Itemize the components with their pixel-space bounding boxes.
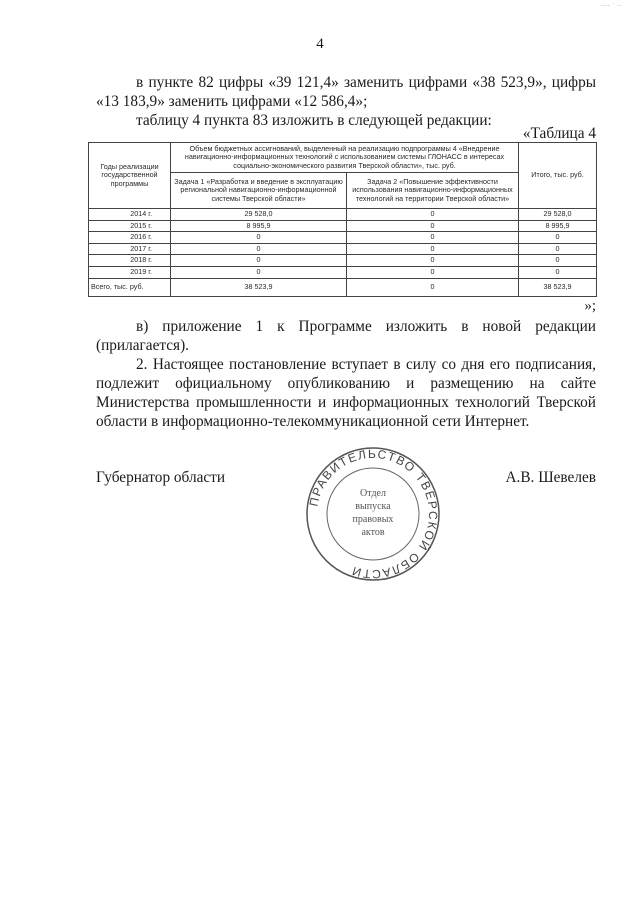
row-total: 8 995,9 <box>519 220 597 232</box>
row-total: 0 <box>519 255 597 267</box>
row-year: 2019 г. <box>89 266 171 278</box>
row-total: 29 528,0 <box>519 209 597 221</box>
row-year: 2014 г. <box>89 209 171 221</box>
row-task1: 0 <box>171 232 347 244</box>
table-caption: «Таблица 4 <box>522 125 596 142</box>
corner-mark: ...... · ... <box>600 0 622 8</box>
header-years: Годы реализации государственной программы <box>89 143 171 209</box>
effect-paragraph-line3: Министерства промышленности и информационных технологий Тверской <box>96 394 596 411</box>
header-task1: Задача 1 «Разработка и введение в эксплуатацию региональной навигационно-информационной системы Тверской области» <box>171 173 347 209</box>
signature-name: А.В. Шевелев <box>505 469 596 486</box>
amendment-paragraph-1: в пункте 82 цифры «39 121,4» заменить цифрами «38 523,9», цифры <box>136 74 596 91</box>
row-task2: 0 <box>347 220 519 232</box>
page-number: 4 <box>316 36 324 52</box>
table-row <box>89 243 597 255</box>
effect-paragraph-line2: подлежит официальному опубликованию и размещению на сайте <box>96 375 596 392</box>
signature-title: Губернатор области <box>96 469 226 486</box>
header-total: Итого, тыс. руб. <box>519 143 597 209</box>
row-task2: 0 <box>347 255 519 267</box>
table-row <box>89 209 597 221</box>
row-total: 0 <box>519 232 597 244</box>
row-task1: 29 528,0 <box>171 209 347 221</box>
table-row <box>89 232 597 244</box>
amendment-paragraph-2: таблицу 4 пункта 83 изложить в следующей редакции: <box>136 112 492 129</box>
row-task1: 0 <box>171 266 347 278</box>
row-task2: 0 <box>347 266 519 278</box>
row-total: 0 <box>519 266 597 278</box>
row-year: 2017 г. <box>89 243 171 255</box>
stamp-line1: Отдел <box>360 488 386 499</box>
table-row <box>89 266 597 278</box>
row-task2: 0 <box>347 243 519 255</box>
row-task1: 0 <box>171 255 347 267</box>
total-label: Всего, тыс. руб. <box>89 278 171 296</box>
table-total-row <box>89 278 597 296</box>
row-task2: 0 <box>347 232 519 244</box>
stamp-line4: актов <box>361 527 385 538</box>
row-total: 0 <box>519 243 597 255</box>
row-year: 2016 г. <box>89 232 171 244</box>
row-task1: 0 <box>171 243 347 255</box>
header-main: Объем бюджетных ассигнований, выделенный на реализацию подпрограммы 4 «Внедрение навигационно-информационных технологий с использованием системы ГЛОНАСС в интересах социально-экономического развития Тверской области», тыс. руб. <box>171 143 519 173</box>
table-row <box>89 220 597 232</box>
total-sum: 38 523,9 <box>519 278 597 296</box>
row-task1: 8 995,9 <box>171 220 347 232</box>
quote-end: »; <box>584 298 596 314</box>
header-task2: Задача 2 «Повышение эффективности использования навигационно-информационных технологий на территории Тверской области» <box>347 173 519 209</box>
amendment-paragraph-3: в) приложение 1 к Программе изложить в новой редакции <box>136 318 596 335</box>
effect-paragraph-line1: 2. Настоящее постановление вступает в силу со дня его подписания, <box>136 356 596 373</box>
amendment-paragraph-3-cont: (прилагается). <box>96 337 190 354</box>
row-year: 2018 г. <box>89 255 171 267</box>
effect-paragraph-line4: области в информационно-телекоммуникационной сети Интернет. <box>96 413 530 430</box>
official-stamp <box>299 446 447 582</box>
amendment-paragraph-1-cont: «13 183,9» заменить цифрами «12 586,4»; <box>96 93 368 110</box>
stamp-line3: правовых <box>352 514 394 525</box>
total-task1: 38 523,9 <box>171 278 347 296</box>
total-task2: 0 <box>347 278 519 296</box>
table-row <box>89 255 597 267</box>
row-year: 2015 г. <box>89 220 171 232</box>
budget-table <box>88 142 597 297</box>
stamp-line2: выпуска <box>355 501 391 512</box>
row-task2: 0 <box>347 209 519 221</box>
stamp-ring-text: ПРАВИТЕЛЬСТВО ТВЕРСКОЙ ОБЛАСТИ <box>306 446 441 582</box>
